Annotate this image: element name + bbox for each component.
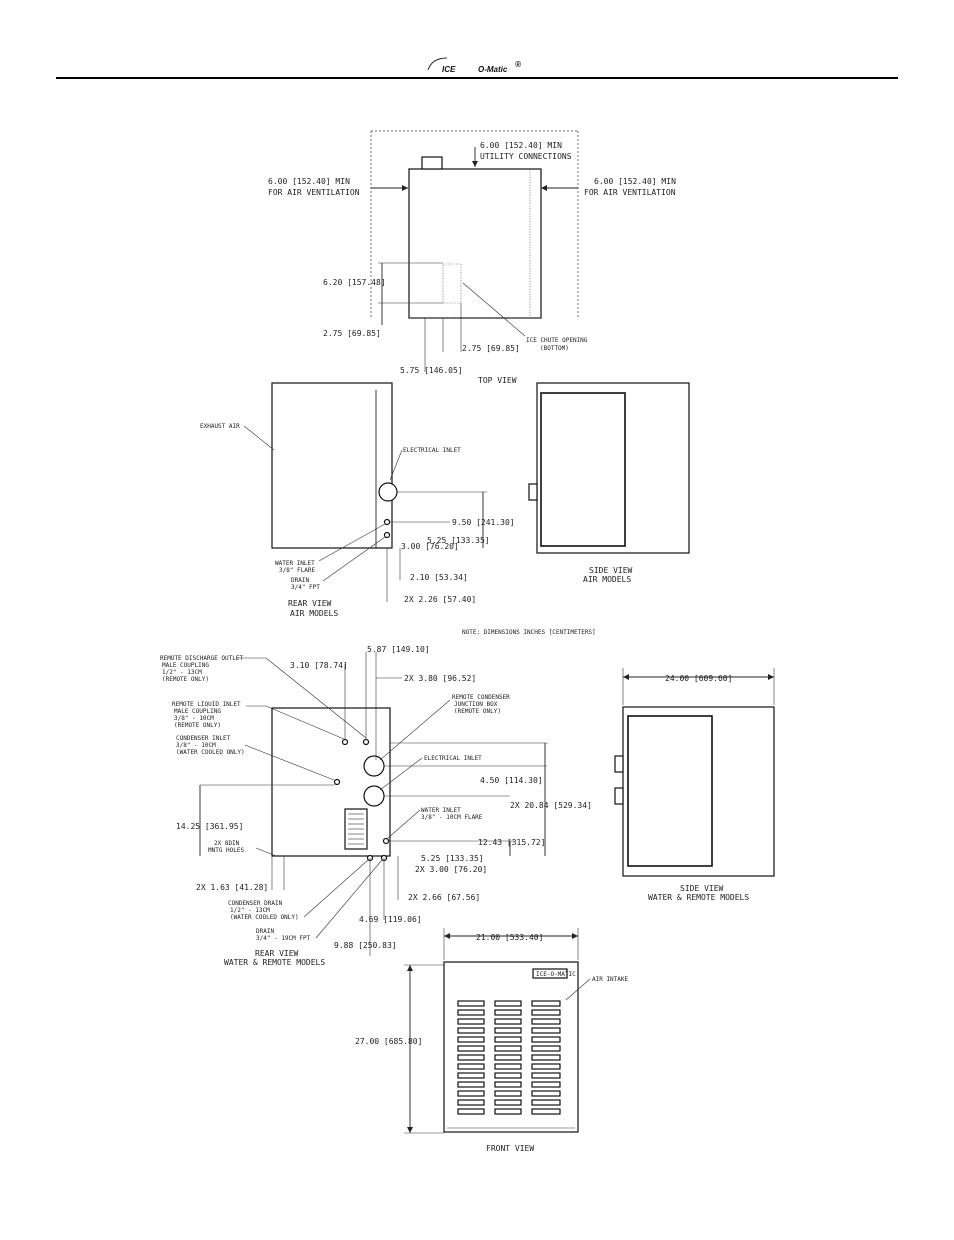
rear-view-water — [160, 645, 592, 967]
logo-ice: ICE — [442, 65, 456, 74]
dim-2084: 2X 20.84 [529.34] — [510, 801, 592, 810]
water-inlet-water — [384, 839, 389, 844]
left-vent-line1: 6.00 [152.40] MIN — [268, 177, 350, 186]
water-inlet-water-line2: 3/8" - 10CM FLARE — [421, 814, 483, 821]
liquid-line2: MALE COUPLING — [174, 708, 221, 715]
dim-210: 2.10 [53.34] — [410, 573, 468, 582]
rear-air-title2: AIR MODELS — [290, 609, 339, 618]
dim-163: 2X 1.63 [41.28] — [196, 883, 269, 892]
discharge-line4: (REMOTE ONLY) — [162, 676, 209, 683]
dim-226: 2X 2.26 [57.40] — [404, 595, 477, 604]
side-air-fitting — [529, 484, 537, 500]
rear-water-title2: WATER & REMOTE MODELS — [224, 958, 326, 967]
electrical-inlet-air — [379, 483, 397, 501]
side-water-fitting1 — [615, 756, 623, 772]
right-vent-line1: 6.00 [152.40] MIN — [594, 177, 676, 186]
utility-clearance-line2: UTILITY CONNECTIONS — [480, 152, 572, 161]
dim-2700: 27.00 [685.80] — [355, 1037, 423, 1046]
chute-label-line2: (BOTTOM) — [540, 345, 569, 352]
cond-inlet-line1: CONDENSER INLET — [176, 735, 231, 742]
junction-line3: (REMOTE ONLY) — [454, 708, 501, 715]
drain-air — [385, 533, 390, 538]
logo-omatic: O-Matic — [478, 65, 508, 74]
front-view-title: FRONT VIEW — [486, 1144, 535, 1153]
side-view-water — [615, 668, 774, 902]
cond-drain-line1: CONDENSER DRAIN — [228, 900, 283, 907]
front-view — [355, 928, 629, 1153]
liquid-line3: 3/8" - 10CM — [174, 715, 214, 722]
dim-2400: 24.00 [609.60] — [665, 674, 733, 683]
remote-liquid-inlet — [343, 740, 348, 745]
water-inlet-air — [385, 520, 390, 525]
side-view-air — [529, 383, 689, 584]
brand-logo — [428, 58, 521, 74]
dim-450: 4.50 [114.30] — [480, 776, 543, 785]
front-badge-text: ICE-O-MATIC — [536, 971, 576, 978]
discharge-line1: REMOTE DISCHARGE OUTLET — [160, 655, 244, 662]
dim-300-air: 3.00 [76.20] — [401, 542, 459, 551]
dim-525-air: 5.25 [133.35] — [427, 536, 490, 545]
air-intake-label: AIR INTAKE — [592, 976, 629, 983]
dim-620: 6.20 [157.48] — [323, 278, 386, 287]
dim-2x300: 2X 3.00 [76.20] — [415, 865, 488, 874]
cond-drain-line3: (WATER COOLED ONLY) — [230, 914, 299, 921]
side-air-door — [541, 393, 625, 546]
cond-drain-line2: 1/2" - 13CM — [230, 907, 270, 914]
dim-275-left: 2.75 [69.85] — [323, 329, 381, 338]
left-vent-line2: FOR AIR VENTILATION — [268, 188, 360, 197]
mnt-line2: MNTG HOLES — [208, 847, 245, 854]
dim-1425: 14.25 [361.95] — [176, 822, 244, 831]
discharge-line2: MALE COUPLING — [162, 662, 209, 669]
dim-950: 9.50 [241.30] — [452, 518, 515, 527]
logo-registered: ® — [515, 60, 521, 69]
side-water-door — [628, 716, 712, 866]
exhaust-label: EXHAUST AIR — [200, 423, 240, 430]
dim-380: 2X 3.80 [96.52] — [404, 674, 477, 683]
chute-label-line1: ICE CHUTE OPENING — [526, 337, 588, 344]
dim-1243: 12.43 [315.72] — [478, 838, 546, 847]
drain-water-line1: DRAIN — [256, 928, 275, 935]
junction-line1: REMOTE CONDENSER — [452, 694, 510, 701]
dim-988: 9.88 [250.83] — [334, 941, 397, 950]
right-vent-line2: FOR AIR VENTILATION — [584, 188, 676, 197]
utility-clearance-line1: 6.00 [152.40] MIN — [480, 141, 562, 150]
water-inlet-air-line2: 3/8" FLARE — [279, 567, 316, 574]
electrical-label-water: ELECTRICAL INLET — [424, 755, 482, 762]
junction-line2: JUNCTION BOX — [454, 701, 498, 708]
liquid-line4: (REMOTE ONLY) — [174, 722, 221, 729]
drain-air-line1: DRAIN — [291, 577, 310, 584]
rear-air-cabinet — [272, 383, 392, 548]
dim-275-bottom: 2.75 [69.85] — [462, 344, 520, 353]
dim-266: 2X 2.66 [67.56] — [408, 893, 481, 902]
top-view — [268, 131, 676, 385]
mnt-line1: 2X 8DIN — [214, 840, 240, 847]
top-view-cabinet — [409, 169, 541, 318]
side-water-title2: WATER & REMOTE MODELS — [648, 893, 750, 902]
dim-2100: 21.00 [533.40] — [476, 933, 544, 942]
dim-587: 5.87 [149.10] — [367, 645, 430, 654]
liquid-line1: REMOTE LIQUID INLET — [172, 701, 241, 708]
drain-water-line2: 3/4" - 19CM FPT — [256, 935, 311, 942]
units-note: NOTE: DIMENSIONS INCHES [CENTIMETERS] — [462, 629, 596, 636]
rear-water-cabinet — [272, 708, 390, 856]
top-view-title: TOP VIEW — [478, 376, 517, 385]
rear-air-title1: REAR VIEW — [288, 599, 332, 608]
utility-port — [422, 157, 442, 169]
cond-inlet-line2: 3/8" - 10CM — [176, 742, 216, 749]
rear-water-title1: REAR VIEW — [255, 949, 299, 958]
drain-air-line2: 3/4" FPT — [291, 584, 320, 591]
discharge-line3: 1/2" - 13CM — [162, 669, 202, 676]
side-water-title1: SIDE VIEW — [680, 884, 724, 893]
dim-575: 5.75 [146.05] — [400, 366, 463, 375]
side-water-fitting2 — [615, 788, 623, 804]
side-air-title1: SIDE VIEW — [589, 566, 633, 575]
dim-469: 4.69 [119.06] — [359, 915, 422, 924]
electrical-label-air: ELECTRICAL INLET — [403, 447, 461, 454]
rear-view-air — [200, 383, 515, 618]
dim-310: 3.10 [78.74] — [290, 661, 348, 670]
side-air-title2: AIR MODELS — [583, 575, 632, 584]
water-inlet-water-line1: WATER INLET — [421, 807, 461, 814]
water-inlet-air-line1: WATER INLET — [275, 560, 315, 567]
cond-inlet-line3: (WATER COOLED ONLY) — [176, 749, 245, 756]
remote-discharge-outlet — [364, 740, 369, 745]
dim-525-water: 5.25 [133.35] — [421, 854, 484, 863]
condenser-inlet — [335, 780, 340, 785]
